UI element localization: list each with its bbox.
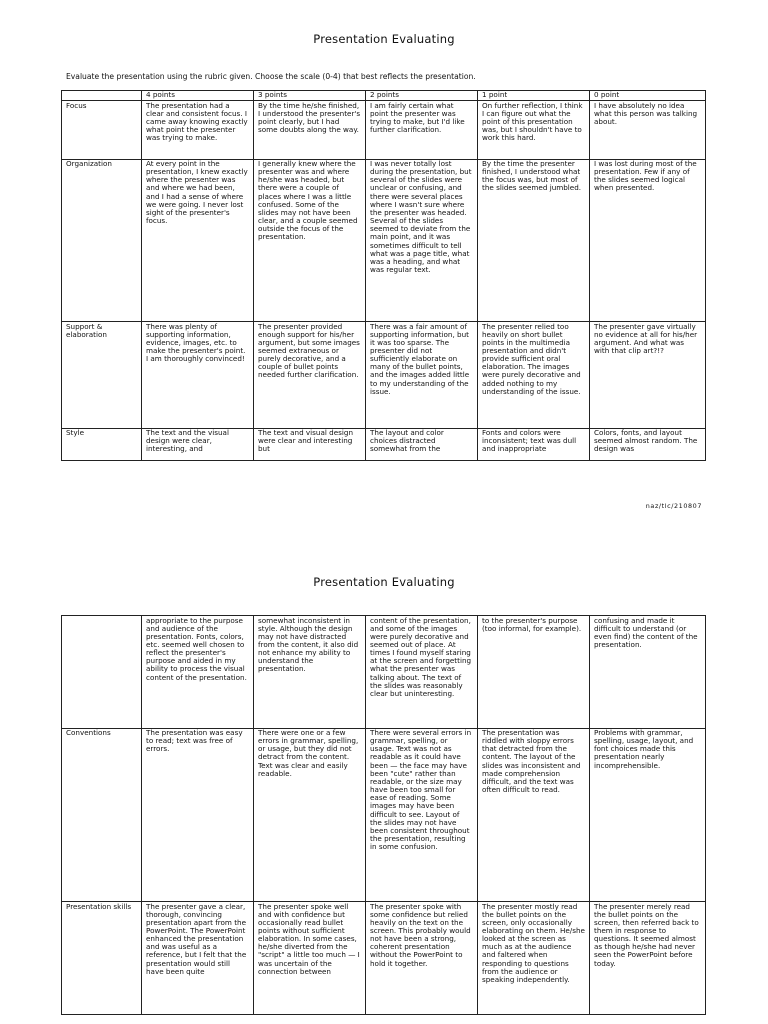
- score-cell-3: [254, 101, 366, 160]
- cell-text: The presenter provided enough support for his/her argument, but some images seemed extraneous or purely decorative, and a couple of bullet points needed further clarification.: [258, 322, 360, 380]
- cell-text: By the time the presenter finished, I understood what the focus was, but most of the slides seemed jumbled.: [482, 160, 582, 193]
- score-cell-1: [478, 322, 590, 429]
- score-cell-4: [142, 101, 254, 160]
- cell-text: appropriate to the purpose and audience of the presentation. Fonts, colors, etc. seemed well chosen to reflect the presenter's purpose and aided in my ability to process the visual content of the presentation.: [146, 616, 247, 682]
- score-cell-1: [478, 728, 590, 902]
- header-4-points: 4 points: [142, 91, 254, 101]
- score-cell-3: [254, 428, 366, 461]
- header-row: [62, 91, 706, 101]
- criterion-label: Focus: [66, 101, 87, 110]
- row-focus: [62, 101, 706, 160]
- cell-text: I have absolutely no idea what this person was talking about.: [594, 101, 698, 126]
- cell-text: On further reflection, I think I can figure out what the point of this presentation was, but I shouldn't have to work this hard.: [482, 101, 583, 143]
- criterion-cell: [62, 101, 142, 160]
- criterion-label: Organization: [66, 160, 112, 168]
- cell-text: The presenter gave a clear, thorough, convincing presentation apart from the PowerPoint. The PowerPoint enhanced the presentation and was useful as a reference, but I felt that the presentation would still have been quite: [146, 902, 247, 976]
- cell-text: The presenter mostly read the bullet points on the screen, only occasionally elaborating on them. He/she looked at the screen as much as at the audience and faltered when responding to questions from the audience or speaking independently.: [482, 902, 585, 984]
- header-1-point: 1 point: [478, 91, 590, 101]
- cell-text: The presenter spoke well and with confidence but occasionally read bullet points without sufficient elaboration. In some cases, he/she diverted from the "script" a little too much — I was uncertain of the connection between: [258, 902, 360, 976]
- cell-text: The text and the visual design were clear, interesting, and: [146, 429, 229, 454]
- score-cell-3: [254, 322, 366, 429]
- cell-text: Fonts and colors were inconsistent; text was dull and inappropriate: [482, 429, 577, 454]
- score-cell-2: [366, 428, 478, 461]
- criterion-label: [66, 617, 137, 727]
- cell-text: The layout and color choices distracted somewhat from the: [370, 429, 444, 454]
- row-conventions: [62, 728, 706, 902]
- cell-text: somewhat inconsistent in style. Although the design may not have distracted from the content, it also did not enhance my ability to understand the presentation.: [258, 616, 359, 674]
- cell-text: I was never totally lost during the presentation, but several of the slides were unclear or confusing, and there were several places where I wasn't sure where the presenter was headed. Several of the slides seemed to deviate from the main point, and it was sometimes difficult to tell what was a page title, what was a heading, and what was regular text.: [370, 160, 472, 275]
- cell-text: to the presenter's purpose (too informal, for example).: [482, 616, 582, 633]
- score-cell-2: [366, 728, 478, 902]
- cell-text: There was plenty of supporting information, evidence, images, etc. to make the presenter's point. I am thoroughly convinced!: [146, 322, 246, 364]
- score-cell-0: [590, 902, 706, 1015]
- score-cell-2: [366, 322, 478, 429]
- criterion-cell: [62, 159, 142, 322]
- cell-text: The presentation had a clear and consistent focus. I came away knowing exactly what point the presenter was trying to make.: [146, 101, 248, 143]
- header-0-point: 0 point: [590, 91, 706, 101]
- cell-text: There were several errors in grammar, spelling, or usage. Text was not as readable as it could have been — the face may have been "cute" rather than readable, or the size may have been too small for ease of reading. Some images may have been difficult to see. Layout of the slides may not have been consistent throughout the presentation, resulting in some confusion.: [370, 729, 472, 852]
- cell-text: I was lost during most of the presentation. Few if any of the slides seemed logical when presented.: [594, 160, 697, 193]
- score-cell-1: [478, 159, 590, 322]
- score-cell-0: [590, 428, 706, 461]
- header-3-points: 3 points: [254, 91, 366, 101]
- criterion-cell: [62, 428, 142, 461]
- score-cell-0: [590, 159, 706, 322]
- score-cell-4: [142, 616, 254, 729]
- cell-text: The presenter relied too heavily on short bullet points in the multimedia presentation and didn't provide sufficient oral elaboration. The images were purely decorative and added nothing to my understanding of the issue.: [482, 322, 581, 396]
- score-cell-4: [142, 428, 254, 461]
- score-cell-1: [478, 428, 590, 461]
- cell-text: Problems with grammar, spelling, usage, layout, and font choices made this presentation nearly incomprehensible.: [594, 729, 694, 770]
- rubric-table-page-2: [61, 615, 706, 1015]
- cell-text: By the time he/she finished, I understood the presenter's point clearly, but I had some doubts along the way.: [258, 101, 361, 134]
- cell-text: confusing and made it difficult to understand (or even find) the content of the presentation.: [594, 616, 698, 649]
- criterion-label: Presentation skills: [66, 902, 132, 911]
- score-cell-0: [590, 616, 706, 729]
- score-cell-0: [590, 322, 706, 429]
- cell-text: There were one or a few errors in grammar, spelling, or usage, but they did not detract from the content. Text was clear and easily readable.: [258, 729, 359, 778]
- row-style-continued: [62, 616, 706, 729]
- score-cell-1: [478, 101, 590, 160]
- footer-code: naz/tlc/210807: [645, 502, 702, 510]
- score-cell-3: [254, 902, 366, 1015]
- cell-text: The text and visual design were clear and interesting but: [258, 429, 354, 454]
- score-cell-0: [590, 101, 706, 160]
- rubric-table-page-1: [61, 90, 706, 461]
- row-presentation-skills: [62, 902, 706, 1015]
- score-cell-3: [254, 616, 366, 729]
- cell-text: Colors, fonts, and layout seemed almost random. The design was: [594, 429, 698, 454]
- cell-text: The presenter spoke with some confidence but relied heavily on the text on the screen. This probably would not have been a strong, coherent presentation without the PowerPoint to hold it together.: [370, 902, 471, 968]
- score-cell-4: [142, 322, 254, 429]
- cell-text: The presentation was easy to read; text was free of errors.: [146, 729, 243, 754]
- page-title: Presentation Evaluating: [313, 32, 455, 46]
- score-cell-1: [478, 616, 590, 729]
- score-cell-4: [142, 159, 254, 322]
- row-organization: [62, 159, 706, 322]
- score-cell-2: [366, 159, 478, 322]
- cell-text: There was a fair amount of supporting information, but it was too sparse. The presenter did not sufficiently elaborate on many of the bullet points, and the images added little to my understanding of the issue.: [370, 322, 470, 396]
- score-cell-1: [478, 902, 590, 1015]
- criterion-cell: [62, 322, 142, 429]
- score-cell-3: [254, 159, 366, 322]
- criterion-cell: [62, 616, 142, 729]
- criterion-label: Support & elaboration: [66, 322, 107, 339]
- score-cell-3: [254, 728, 366, 902]
- score-cell-4: [142, 902, 254, 1015]
- criterion-cell: [62, 728, 142, 902]
- score-cell-2: [366, 101, 478, 160]
- criterion-label: Conventions: [66, 729, 111, 737]
- criterion-label: Style: [66, 429, 85, 437]
- cell-text: I am fairly certain what point the presenter was trying to make, but I'd like further clarification.: [370, 101, 465, 134]
- score-cell-2: [366, 902, 478, 1015]
- cell-text: At every point in the presentation, I knew exactly where the presenter was and where we had been, and I had a sense of where we were going. I never lost sight of the presenter's focus.: [146, 160, 248, 226]
- cell-text: The presentation was riddled with sloppy errors that detracted from the content. The layout of the slides was inconsistent and made comprehension difficult, and the text was often difficult to read.: [482, 729, 581, 795]
- page-title: Presentation Evaluating: [313, 575, 455, 589]
- cell-text: The presenter merely read the bullet points on the screen, then referred back to them in response to questions. It seemed almost as though he/she had never seen the PowerPoint before today.: [594, 902, 699, 968]
- score-cell-0: [590, 728, 706, 902]
- score-cell-4: [142, 728, 254, 902]
- cell-text: content of the presentation, and some of the images were purely decorative and seemed out of place. At times I found myself staring at the screen and forgetting what the presenter was talking about. The text of the slides was reasonably clear but uninteresting.: [370, 616, 472, 698]
- cell-text: The presenter gave virtually no evidence at all for his/her argument. And what was with that clip art?!?: [594, 322, 698, 355]
- instructions-text: Evaluate the presentation using the rubric given. Choose the scale (0-4) that best reflects the presentation.: [66, 72, 476, 81]
- row-support-elaboration: [62, 322, 706, 429]
- score-cell-2: [366, 616, 478, 729]
- criterion-cell: [62, 902, 142, 1015]
- row-style: [62, 428, 706, 461]
- cell-text: I generally knew where the presenter was and where he/she was headed, but there were a couple of places where I was a little confused. Some of the slides may not have been clear, and a couple seemed outside the focus of the presentation.: [258, 160, 358, 242]
- header-2-points: 2 points: [366, 91, 478, 101]
- header-criterion: [62, 91, 142, 101]
